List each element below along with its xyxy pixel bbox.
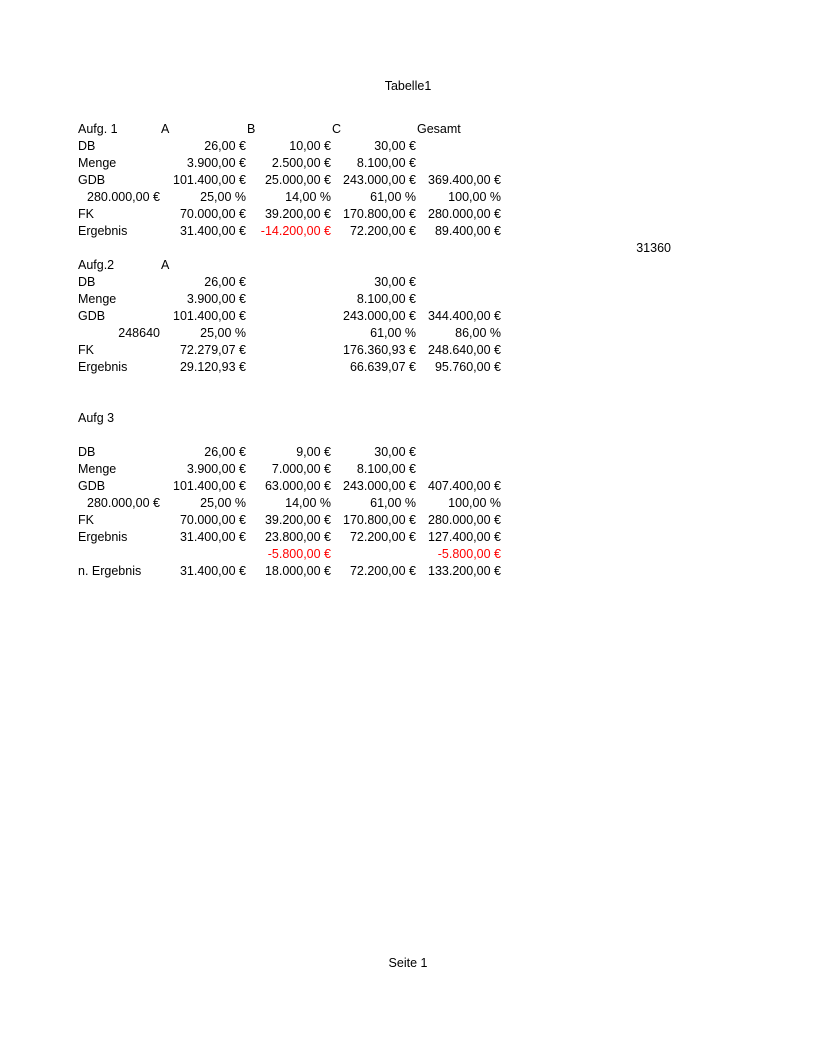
cell	[417, 444, 502, 461]
cell: -5.800,00 €	[437, 547, 501, 561]
cell: 101.400,00 €	[173, 479, 246, 493]
cell	[502, 308, 587, 325]
cell: A	[161, 122, 170, 136]
cell: 63.000,00 €	[264, 479, 331, 493]
cell	[502, 206, 587, 223]
cell	[332, 257, 417, 274]
cell: 25,00 %	[200, 190, 246, 204]
cell: 25,00 %	[200, 496, 246, 510]
cell	[78, 427, 161, 444]
cell: 7.000,00 €	[271, 462, 331, 476]
cell: DB	[78, 139, 96, 153]
cell: -5.800,00 €	[267, 547, 331, 561]
cell	[587, 189, 672, 206]
cell: 8.100,00 €	[356, 292, 416, 306]
cell: 243.000,00 €	[343, 309, 416, 323]
cell: 61,00 %	[370, 326, 416, 340]
cell	[502, 155, 587, 172]
cell: 170.800,00 €	[343, 513, 416, 527]
cell	[502, 325, 587, 342]
cell	[587, 172, 672, 189]
cell	[247, 393, 332, 410]
cell	[587, 291, 672, 308]
cell: 280.000,00 €	[428, 207, 501, 221]
cell: 176.360,93 €	[343, 343, 416, 357]
cell: 72.279,07 €	[179, 343, 246, 357]
cell	[587, 444, 672, 461]
cell: 8.100,00 €	[356, 156, 416, 170]
cell	[161, 427, 247, 444]
cell	[587, 495, 672, 512]
cell: 26,00 €	[204, 445, 246, 459]
cell	[78, 393, 161, 410]
cell: 72.200,00 €	[349, 224, 416, 238]
cell: 70.000,00 €	[179, 513, 246, 527]
cell	[587, 376, 672, 393]
page-title: Tabelle1	[384, 79, 432, 93]
cell	[587, 478, 672, 495]
cell: Aufg 3	[78, 411, 115, 425]
cell	[332, 376, 417, 393]
cell	[587, 308, 672, 325]
cell	[332, 410, 417, 427]
cell	[587, 257, 672, 274]
cell	[502, 546, 587, 563]
cell: 14,00 %	[285, 496, 331, 510]
cell: 61,00 %	[370, 496, 416, 510]
cell	[247, 240, 332, 257]
cell	[587, 393, 672, 410]
cell: 10,00 €	[289, 139, 331, 153]
cell	[587, 325, 672, 342]
cell	[587, 121, 672, 138]
cell: Gesamt	[417, 122, 461, 136]
cell	[417, 155, 502, 172]
cell	[502, 291, 587, 308]
cell: Menge	[78, 292, 117, 306]
cell	[502, 427, 587, 444]
cell	[78, 240, 161, 257]
cell	[502, 359, 587, 376]
cell	[587, 223, 672, 240]
cell	[247, 427, 332, 444]
page-footer: Seite 1	[388, 956, 428, 970]
cell	[161, 410, 247, 427]
cell	[502, 274, 587, 291]
cell: 407.400,00 €	[428, 479, 501, 493]
cell: 248.640,00 €	[428, 343, 501, 357]
cell	[78, 376, 161, 393]
cell	[587, 529, 672, 546]
cell	[417, 410, 502, 427]
cell: 101.400,00 €	[173, 309, 246, 323]
cell	[417, 461, 502, 478]
cell: 3.900,00 €	[186, 292, 246, 306]
cell: 26,00 €	[204, 275, 246, 289]
cell: GDB	[78, 479, 106, 493]
cell: 248640	[118, 326, 160, 340]
cell: 170.800,00 €	[343, 207, 416, 221]
cell	[587, 274, 672, 291]
cell	[417, 393, 502, 410]
cell	[502, 529, 587, 546]
cell: B	[247, 122, 256, 136]
cell: 26,00 €	[204, 139, 246, 153]
cell: 23.800,00 €	[264, 530, 331, 544]
cell: 243.000,00 €	[343, 173, 416, 187]
cell: DB	[78, 445, 96, 459]
cell	[78, 546, 161, 563]
cell	[161, 376, 247, 393]
cell: 39.200,00 €	[264, 207, 331, 221]
cell: 66.639,07 €	[349, 360, 416, 374]
cell: n. Ergebnis	[78, 564, 142, 578]
cell: A	[161, 258, 170, 272]
cell	[417, 376, 502, 393]
cell	[247, 359, 332, 376]
cell: 25.000,00 €	[264, 173, 331, 187]
cell	[502, 393, 587, 410]
cell	[587, 410, 672, 427]
cell: 70.000,00 €	[179, 207, 246, 221]
cell	[161, 240, 247, 257]
cell	[502, 444, 587, 461]
cell	[502, 376, 587, 393]
cell: 39.200,00 €	[264, 513, 331, 527]
cell: FK	[78, 207, 94, 221]
cell: 61,00 %	[370, 190, 416, 204]
cell	[247, 342, 332, 359]
cell: 243.000,00 €	[343, 479, 416, 493]
cell	[247, 376, 332, 393]
cell: Menge	[78, 156, 117, 170]
cell	[502, 223, 587, 240]
cell	[587, 512, 672, 529]
cell	[502, 138, 587, 155]
cell: 344.400,00 €	[428, 309, 501, 323]
cell	[502, 240, 587, 257]
cell	[247, 410, 332, 427]
cell: Ergebnis	[78, 530, 128, 544]
cell	[161, 393, 247, 410]
spreadsheet-table	[78, 121, 672, 580]
cell	[247, 257, 332, 274]
cell	[332, 427, 417, 444]
cell	[502, 495, 587, 512]
cell: 100,00 %	[448, 190, 501, 204]
cell: 86,00 %	[455, 326, 501, 340]
cell: 25,00 %	[200, 326, 246, 340]
cell: 3.900,00 €	[186, 156, 246, 170]
cell: 2.500,00 €	[271, 156, 331, 170]
cell	[247, 274, 332, 291]
cell: GDB	[78, 173, 106, 187]
cell	[161, 546, 247, 563]
cell	[502, 563, 587, 580]
cell: 3.900,00 €	[186, 462, 246, 476]
cell	[502, 478, 587, 495]
cell: 9,00 €	[296, 445, 331, 459]
cell	[417, 274, 502, 291]
cell	[502, 189, 587, 206]
cell	[247, 325, 332, 342]
cell	[502, 172, 587, 189]
cell	[417, 240, 502, 257]
cell	[417, 138, 502, 155]
cell: 18.000,00 €	[264, 564, 331, 578]
cell: 31360	[636, 241, 671, 255]
cell	[587, 342, 672, 359]
cell: 72.200,00 €	[349, 530, 416, 544]
cell	[332, 546, 417, 563]
cell	[502, 410, 587, 427]
cell: DB	[78, 275, 96, 289]
cell	[587, 563, 672, 580]
cell	[587, 427, 672, 444]
cell: 369.400,00 €	[428, 173, 501, 187]
cell: 30,00 €	[374, 445, 416, 459]
cell	[417, 291, 502, 308]
cell: 100,00 %	[448, 496, 501, 510]
cell: 31.400,00 €	[179, 224, 246, 238]
cell	[417, 257, 502, 274]
cell: C	[332, 122, 342, 136]
cell: Aufg.2	[78, 258, 115, 272]
cell	[587, 206, 672, 223]
cell: FK	[78, 343, 94, 357]
cell: Menge	[78, 462, 117, 476]
cell	[587, 359, 672, 376]
cell: GDB	[78, 309, 106, 323]
cell: 14,00 %	[285, 190, 331, 204]
cell: -14.200,00 €	[260, 224, 331, 238]
cell: FK	[78, 513, 94, 527]
cell: 95.760,00 €	[434, 360, 501, 374]
cell: 280.000,00 €	[87, 496, 160, 510]
cell: 31.400,00 €	[179, 530, 246, 544]
cell: 127.400,00 €	[428, 530, 501, 544]
cell	[502, 121, 587, 138]
cell: 29.120,93 €	[179, 360, 246, 374]
cell: 89.400,00 €	[434, 224, 501, 238]
cell	[502, 512, 587, 529]
cell: 101.400,00 €	[173, 173, 246, 187]
cell	[502, 461, 587, 478]
cell: Ergebnis	[78, 360, 128, 374]
cell	[332, 393, 417, 410]
cell: 133.200,00 €	[428, 564, 501, 578]
cell	[502, 257, 587, 274]
cell: 72.200,00 €	[349, 564, 416, 578]
cell	[587, 461, 672, 478]
cell: Aufg. 1	[78, 122, 118, 136]
cell	[332, 240, 417, 257]
cell: 30,00 €	[374, 139, 416, 153]
cell	[502, 342, 587, 359]
cell	[247, 291, 332, 308]
cell	[587, 138, 672, 155]
cell	[587, 155, 672, 172]
cell: 280.000,00 €	[428, 513, 501, 527]
cell: Ergebnis	[78, 224, 128, 238]
cell: 30,00 €	[374, 275, 416, 289]
cell: 280.000,00 €	[87, 190, 160, 204]
cell: 8.100,00 €	[356, 462, 416, 476]
cell	[417, 427, 502, 444]
cell: 31.400,00 €	[179, 564, 246, 578]
cell	[587, 546, 672, 563]
cell	[247, 308, 332, 325]
